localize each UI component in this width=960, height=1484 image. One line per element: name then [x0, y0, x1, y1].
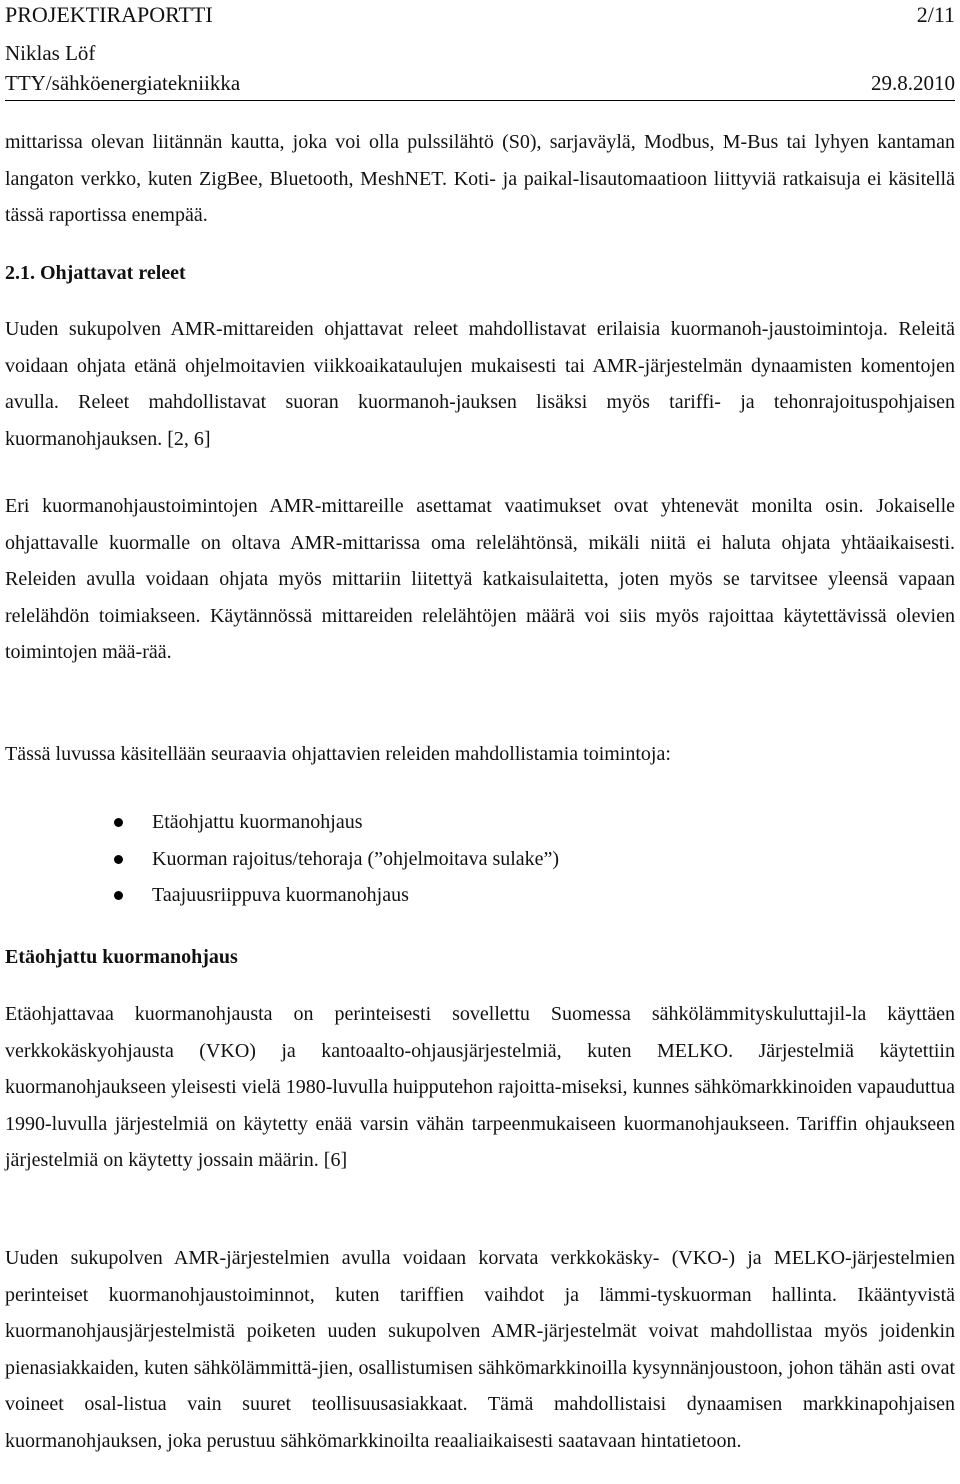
functions-list — [112, 804, 559, 914]
header-row-title — [5, 2, 955, 28]
author-name: Niklas Löf — [5, 41, 96, 65]
list-item-label: Taajuusriippuva kuormanohjaus — [152, 884, 409, 907]
document-page — [5, 0, 955, 1452]
report-title: PROJEKTIRAPORTTI — [5, 2, 213, 27]
header-row-author — [5, 40, 955, 66]
subsection-heading: Etäohjattu kuormanohjaus — [5, 946, 238, 968]
header-row-department — [5, 70, 955, 96]
paragraph-relays-2: Eri kuormanohjaustoimintojen AMR-mittareille asettamat vaatimukset ovat yhtenevät monilta osin. Jokaiselle ohjattavalle kuormalle on oltava AMR-mittarissa oma relelähtönsä, mikäli niitä ei haluta ohjata yhtäaikaisesti. Releiden avulla voidaan ohjata myös mittariin liitettyä katkaisulaitetta, joten myös se tarvitsee yleensä vapaan relelähdön toimiakseen. Käytännössä mittareiden relelähtöjen määrä voi siis myös rajoittaa käytettävissä olevien toimintojen mää-rää. — [5, 495, 955, 664]
page-number: 2/11 — [916, 2, 955, 27]
list-item — [112, 804, 559, 841]
bullet-icon — [114, 891, 123, 900]
page-header — [5, 0, 955, 101]
list-item — [112, 877, 559, 914]
section-heading: 2.1. Ohjattavat releet — [5, 262, 186, 284]
paragraph-intro: mittarissa olevan liitännän kautta, joka voi olla pulssilähtö (S0), sarjaväylä, Modbus, M-Bus tai lyhyen kantaman langaton verkko, kuten ZigBee, Bluetooth, MeshNET. Koti- ja paikal-lisautomaatioon liittyviä ratkaisuja ei käsitellä tässä raportissa enempää. — [5, 131, 955, 227]
bullet-icon — [114, 818, 123, 827]
report-date: 29.8.2010 — [871, 71, 955, 95]
list-item — [112, 841, 559, 878]
bullet-icon — [114, 855, 123, 864]
list-item-label: Etäohjattu kuormanohjaus — [152, 811, 363, 833]
paragraph-functions-intro: Tässä luvussa käsitellään seuraavia ohjattavien releiden mahdollistamia toimintoja: — [5, 743, 671, 765]
list-item-label: Kuorman rajoitus/tehoraja (”ohjelmoitava sulake”) — [152, 847, 560, 870]
department: TTY/sähköenergiatekniikka — [5, 71, 241, 95]
paragraph-remote-1: Etäohjattavaa kuormanohjausta on perinteisesti sovellettu Suomessa sähkölämmityskuluttajil-la käyttäen verkkokäskyohjausta (VKO) ja kantoaalto-ohjausjärjestelmiä, kuten MELKO. Järjestelmiä käytettiin kuormanohjaukseen yleisesti vielä 1980-luvulla huipputehon rajoitta-miseksi, kunnes sähkömarkkinoiden vapauduttua 1990-luvulla järjestelmiä on käytetty enää varsin vähän tarpeenmukaiseen kuormanohjaukseen. Tariffin ohjaukseen järjestelmiä on käytetty jossain määrin. [6] — [5, 1003, 955, 1172]
paragraph-remote-2: Uuden sukupolven AMR-järjestelmien avulla voidaan korvata verkkokäsky- (VKO-) ja MELKO-järjestelmien perinteiset kuormanohjaustoiminnot, kuten tariffien vaihdot ja lämmi-tyskuorman hallinta. Ikääntyvistä kuormanohjausjärjestelmistä poiketen uuden sukupolven AMR-järjestelmät voivat mahdollistaa myös joidenkin pienasiakkaiden, kuten sähkölämmittä-jien, osallistumisen sähkömarkkinoilla kysynnänjoustoon, johon tähän asti ovat voineet osal-listua vain suuret teollisuusasiakkaat. Tämä mahdollistaisi dynaamisen markkinapohjaisen kuormanohjauksen, joka perustuu sähkömarkkinoilta reaaliaikaisesti saatavaan hintatietoon. — [5, 1247, 955, 1452]
paragraph-relays-1: Uuden sukupolven AMR-mittareiden ohjattavat releet mahdollistavat erilaisia kuormanoh-jaustoimintoja. Releitä voidaan ohjata etänä ohjelmoitavien viikkoaikataulujen mukaisesti tai AMR-järjestelmän dynaamisten komentojen avulla. Releet mahdollistavat suoran kuormanoh-jauksen lisäksi myös tariffi- ja tehonrajoituspohjaisen kuormanohjauksen. [2, 6] — [5, 318, 955, 450]
